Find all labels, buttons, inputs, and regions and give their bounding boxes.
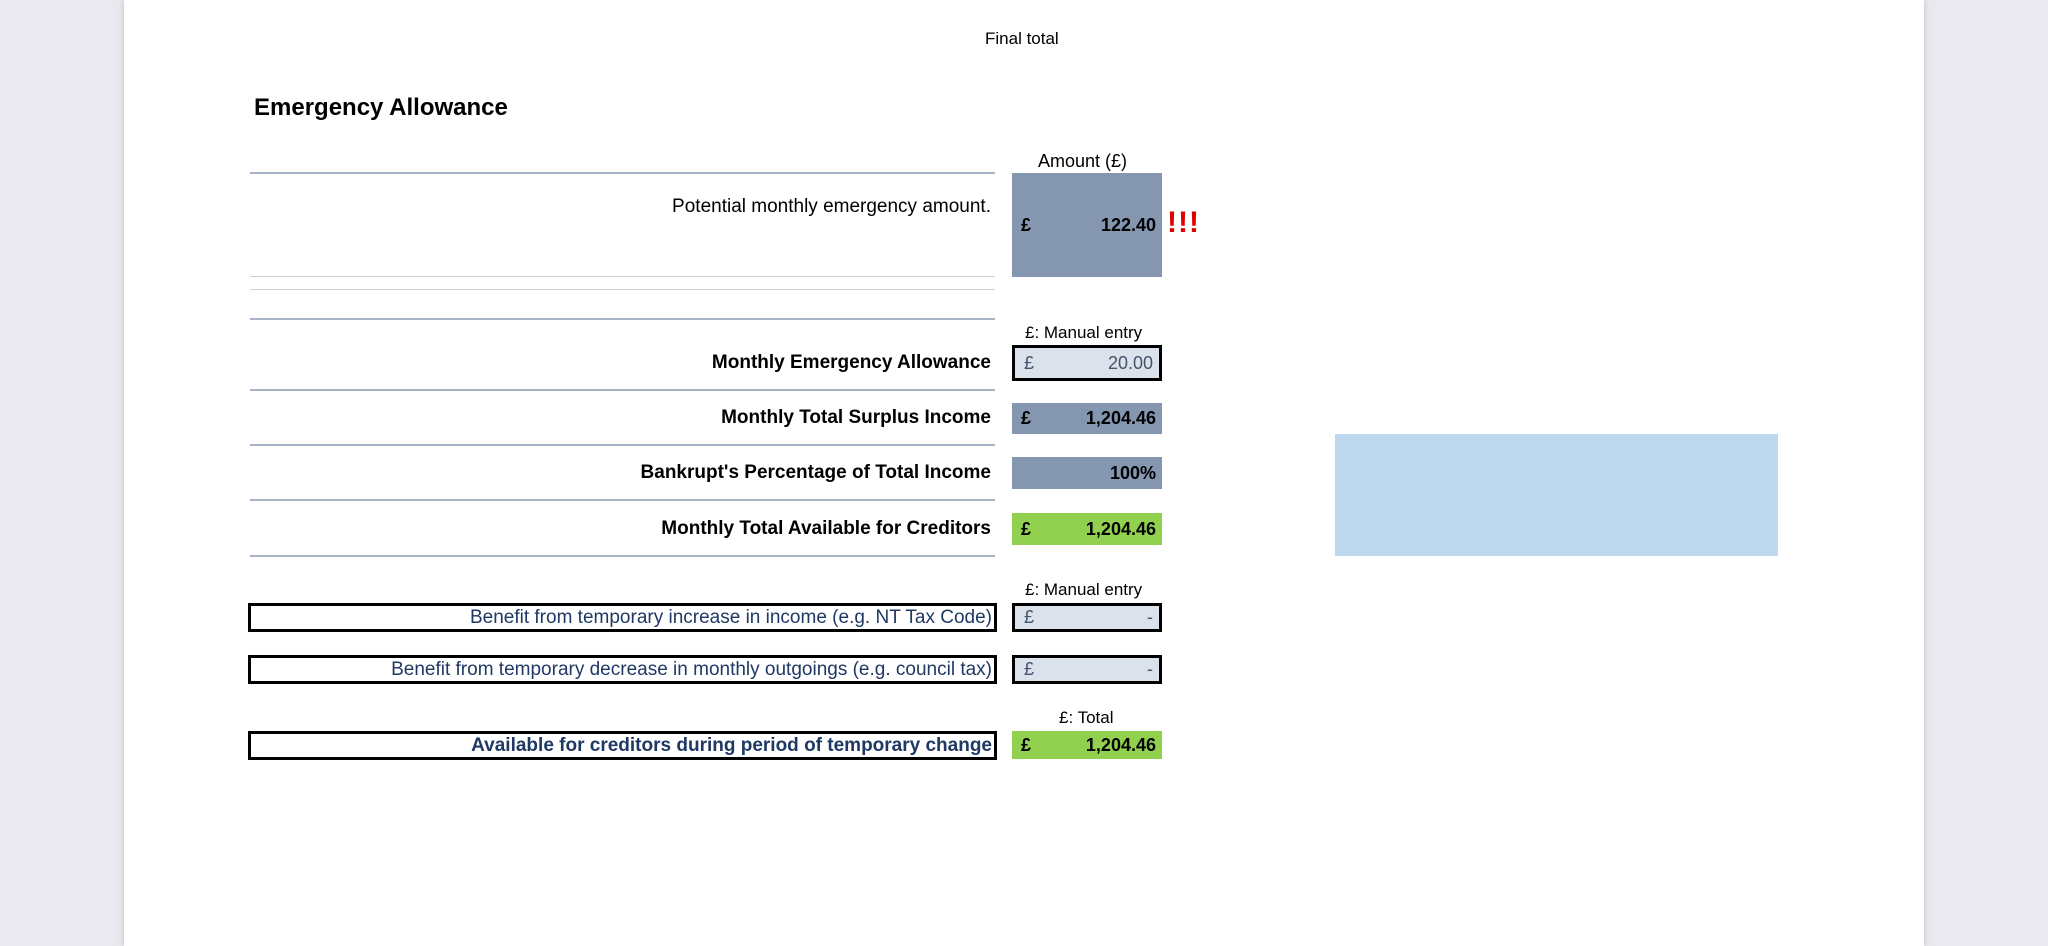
divider (250, 318, 995, 320)
surplus-income-value: 1,204.46 (1085, 408, 1156, 428)
available-for-creditors-cell[interactable] (1012, 513, 1162, 545)
potential-amount-cell[interactable] (1012, 173, 1162, 277)
emergency-allowance-input[interactable] (1012, 345, 1162, 381)
temporary-increase-label: Benefit from temporary increase in income (e.g. NT Tax Code) (248, 603, 997, 632)
currency-symbol: £ (1024, 607, 1035, 627)
row-label-available-for-creditors: Monthly Total Available for Creditors (661, 518, 991, 539)
emergency-allowance-value: 20.00 (1107, 352, 1153, 373)
total-header: £: Total (1059, 708, 1114, 727)
divider (250, 276, 995, 277)
temporary-increase-input[interactable] (1012, 603, 1162, 632)
row-label-emergency-allowance: Monthly Emergency Allowance (711, 352, 991, 373)
potential-amount-label: Potential monthly emergency amount. (672, 196, 991, 217)
available-temporary-label: Available for creditors during period of temporary change (248, 731, 997, 760)
currency-symbol: £ (1021, 518, 1032, 539)
percentage-value: 100% (1109, 462, 1156, 483)
warning-indicator: !!! (1167, 206, 1200, 239)
available-for-creditors-value: 1,204.46 (1085, 518, 1156, 539)
temporary-decrease-input[interactable] (1012, 655, 1162, 684)
percentage-cell[interactable] (1012, 457, 1162, 489)
final-total-heading: Final total (985, 29, 1059, 48)
divider (250, 444, 995, 446)
potential-amount-value: 122.40 (1100, 214, 1156, 235)
currency-symbol: £ (1021, 408, 1032, 428)
currency-symbol: £ (1021, 214, 1032, 235)
amount-column-header: Amount (£) (1038, 151, 1128, 171)
manual-entry-header: £: Manual entry (1025, 580, 1143, 599)
temporary-increase-value: - (1147, 607, 1153, 627)
divider (250, 289, 995, 290)
highlighted-cell-range[interactable] (1335, 434, 1778, 556)
divider (250, 172, 995, 174)
manual-entry-header: £: Manual entry (1025, 323, 1143, 342)
available-temporary-cell[interactable] (1012, 731, 1162, 759)
currency-symbol: £ (1024, 352, 1035, 373)
currency-symbol: £ (1021, 734, 1032, 755)
temporary-decrease-label: Benefit from temporary decrease in monthly outgoings (e.g. council tax) (248, 655, 997, 684)
row-label-surplus-income: Monthly Total Surplus Income (721, 407, 991, 428)
available-temporary-value: 1,204.46 (1085, 734, 1156, 755)
surplus-income-cell[interactable] (1012, 403, 1162, 434)
section-title: Emergency Allowance (254, 94, 508, 121)
divider (250, 555, 995, 557)
row-label-percentage: Bankrupt's Percentage of Total Income (640, 462, 991, 483)
divider (250, 389, 995, 391)
temporary-decrease-value: - (1147, 659, 1153, 679)
currency-symbol: £ (1024, 659, 1035, 679)
divider (250, 499, 995, 501)
